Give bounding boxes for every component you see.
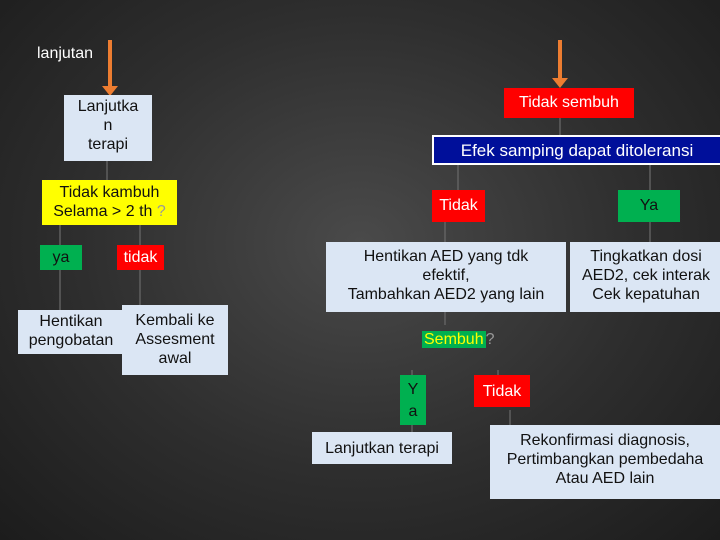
arrow-left [102, 40, 118, 96]
ya-box: ya [40, 245, 82, 270]
sembuh-label [422, 326, 495, 354]
tidak-kambuh-line1: Tidak kambuh [59, 184, 160, 201]
lanjutkan-terapi-box-right: Lanjutkan terapi [312, 432, 452, 464]
tingkatkan-text: Tingkatkan dosi AED2, cek interak Cek kepatuhan [582, 248, 711, 303]
hentikan-aed-text: Hentikan AED yang tdk efektif, Tambahkan AED2 yang lain [347, 248, 545, 303]
rekonfirmasi-text: Rekonfirmasi diagnosis, Pertimbangkan pembedaha Atau AED lain [506, 432, 704, 487]
sembuh-text: Sembuh [424, 331, 484, 348]
tidak-box-left: tidak [117, 245, 164, 270]
tidak-box-right: Tidak [432, 190, 485, 222]
hentikan-pengobatan-box [18, 310, 124, 354]
lanjutan-label: lanjutan [37, 45, 94, 62]
tidak-sembuh-box: Tidak sembuh [504, 88, 634, 118]
kembali-text: Kembali ke Assesment awal [135, 312, 215, 367]
tidak-kambuh-line2: Selama > 2 th ? [53, 203, 166, 220]
efek-samping-box: Efek samping dapat ditoleransi [432, 135, 720, 165]
tidak-kambuh-qmark: ? [156, 203, 166, 220]
ya-box-bottom: Y a [400, 375, 426, 425]
hentikan-text: Hentikan pengobatan [28, 313, 114, 349]
sembuh-qmark: ? [485, 331, 495, 348]
ya-box-right: Ya [618, 190, 680, 222]
hentikan-aed-box [326, 242, 566, 312]
tingkatkan-box [570, 242, 720, 312]
tidak-kambuh-box [42, 180, 177, 225]
arrow-right [552, 40, 568, 88]
kembali-assesment-box [122, 305, 228, 375]
lanjutkan-terapi-box [64, 95, 152, 161]
tidak-box-bottom: Tidak [474, 375, 530, 407]
rekonfirmasi-box [490, 425, 720, 499]
lanjutkan-terapi-text: Lanjutka n terapi [77, 98, 139, 153]
